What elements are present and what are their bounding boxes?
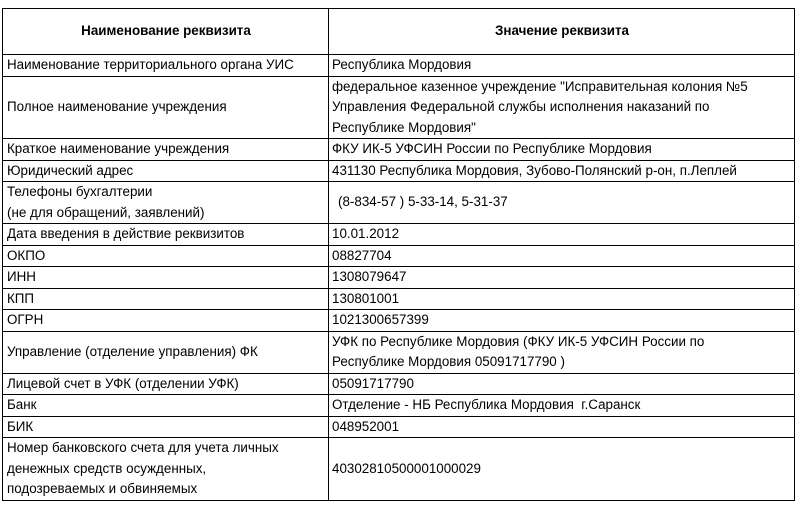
requisite-value-cell: [329, 224, 795, 246]
requisite-name-cell: [3, 373, 329, 395]
requisite-name-cell: [3, 267, 329, 289]
requisite-name-cell: [3, 182, 329, 224]
table-row: [3, 416, 795, 438]
table-row: [3, 331, 795, 373]
requisite-value-cell: [329, 438, 795, 501]
table-row: [3, 160, 795, 182]
header-requisite-value: Значение реквизита: [329, 9, 795, 55]
table-row: [3, 310, 795, 332]
table-row: [3, 76, 795, 139]
requisite-name-cell: [3, 139, 329, 161]
requisite-name-text: Дата введения в действие реквизитов: [7, 226, 245, 241]
requisite-value-text: Республике Мордовия 05091717790 ): [332, 354, 565, 369]
table-row: [3, 139, 795, 161]
requisite-name-text: БИК: [7, 418, 34, 434]
requisite-value-text: 130801001: [332, 290, 400, 306]
requisite-name-text: Наименование территориального органа УИС: [7, 57, 294, 72]
requisite-name-text: ОГРН: [7, 312, 44, 327]
header-requisite-name: Наименование реквизита: [3, 9, 329, 55]
requisite-value-text: ФКУ ИК-5 УФСИН России по Республике Мордовия: [332, 141, 652, 156]
requisite-name-text: ИНН: [7, 269, 36, 284]
requisite-value-cell: [329, 55, 795, 77]
table-row: [3, 245, 795, 267]
requisite-name-cell: [3, 55, 329, 77]
requisite-value-text: 048952001: [332, 418, 400, 434]
requisite-value-text: 40302810500001000029: [332, 460, 481, 476]
requisite-name-cell: [3, 331, 329, 373]
requisite-value-text: УФК по Республике Мордовия (ФКУ ИК-5 УФСИН России по: [332, 333, 705, 349]
requisite-value-cell: [329, 267, 795, 289]
requisite-name-cell: [3, 160, 329, 182]
requisite-value-cell: [329, 182, 795, 224]
table-row: [3, 438, 795, 501]
table-row: [3, 182, 795, 224]
requisite-value-cell: [329, 373, 795, 395]
requisite-name-text: Управление (отделение управления) ФК: [7, 343, 258, 359]
table-row: [3, 395, 795, 417]
requisite-value-text: 05091717790: [332, 375, 414, 391]
requisite-value-text: Управления Федеральной службы исполнения наказаний по: [332, 99, 710, 114]
requisites-table: [2, 8, 795, 501]
requisite-name-text: подозреваемых и обвиняемых: [7, 481, 198, 496]
requisite-value-text: федеральное казенное учреждение "Исправительная колония №5: [332, 78, 748, 94]
requisite-value-text: Республика Мордовия: [332, 57, 472, 72]
requisite-name-text: (не для обращений, заявлений): [7, 204, 205, 220]
table-row: [3, 55, 795, 77]
requisite-value-text: Республике Мордовия": [332, 119, 476, 135]
requisite-name-text: Банк: [7, 397, 37, 412]
requisite-value-text: 1308079647: [332, 269, 407, 284]
requisite-value-text: 08827704: [332, 247, 392, 263]
requisite-name-text: Полное наименование учреждения: [7, 99, 227, 114]
requisite-name-text: ОКПО: [7, 247, 46, 263]
requisite-value-cell: [329, 160, 795, 182]
requisite-value-cell: [329, 288, 795, 310]
requisite-value-text: 1021300657399: [332, 312, 429, 327]
requisite-value-text: Отделение - НБ Республика Мордовия г.Саранск: [332, 397, 641, 412]
requisite-name-text: денежных средств осужденных,: [7, 460, 207, 476]
requisite-name-cell: [3, 310, 329, 332]
table-row: [3, 267, 795, 289]
requisite-value-cell: [329, 76, 795, 139]
requisite-name-text: Краткое наименование учреждения: [7, 141, 230, 156]
requisite-value-cell: [329, 395, 795, 417]
requisite-name-text: Номер банковского счета для учета личных: [7, 440, 279, 455]
requisite-value-text: (8-834-57 ) 5-33-14, 5-31-37: [338, 194, 508, 210]
requisite-name-text: КПП: [7, 290, 35, 306]
requisite-name-cell: [3, 416, 329, 438]
requisite-value-cell: [329, 139, 795, 161]
requisite-value-text: 431130 Республика Мордовия, Зубово-Полянский р-он, п.Леплей: [332, 162, 737, 178]
requisite-value-cell: [329, 331, 795, 373]
requisite-name-cell: [3, 288, 329, 310]
table-row: [3, 373, 795, 395]
requisite-name-cell: [3, 395, 329, 417]
requisite-value-text: 10.01.2012: [332, 226, 400, 241]
requisite-name-text: Лицевой счет в УФК (отделении УФК): [7, 375, 239, 391]
table-header-row: [3, 9, 795, 55]
requisite-name-cell: [3, 245, 329, 267]
requisite-name-cell: [3, 76, 329, 139]
requisite-value-cell: [329, 416, 795, 438]
requisite-value-cell: [329, 245, 795, 267]
requisites-document: [2, 8, 794, 501]
requisite-name-cell: [3, 438, 329, 501]
requisite-name-text: Телефоны бухгалтерии: [7, 184, 153, 199]
requisite-name-cell: [3, 224, 329, 246]
requisite-value-cell: [329, 310, 795, 332]
table-row: [3, 288, 795, 310]
table-row: [3, 224, 795, 246]
requisite-name-text: Юридический адрес: [7, 162, 134, 178]
